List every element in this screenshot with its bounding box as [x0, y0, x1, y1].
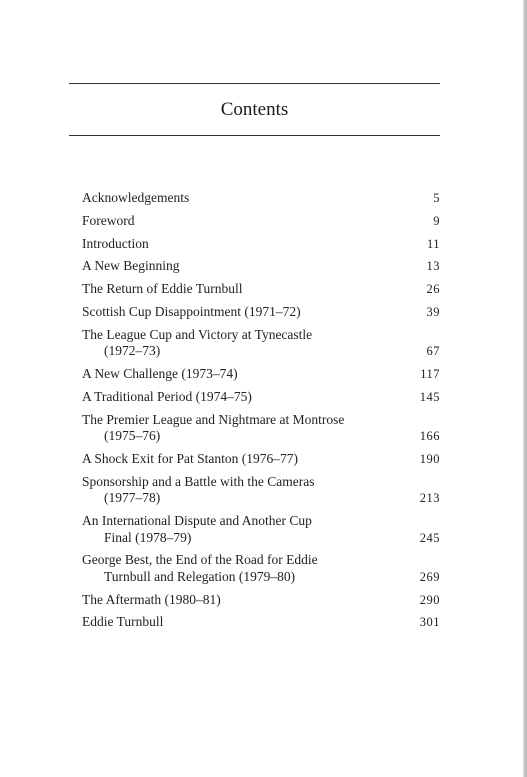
toc-entry — [82, 389, 440, 406]
toc-entry — [82, 281, 440, 298]
toc-entry-title: A Traditional Period (1974–75) — [82, 388, 252, 404]
toc-entry-title: Acknowledgements — [82, 190, 190, 205]
toc-entry-title: The League Cup and Victory at Tynecastle (1972–73) — [82, 326, 313, 359]
toc-entry-title: A New Challenge (1973–74) — [82, 366, 238, 382]
toc-entry — [82, 451, 440, 468]
toc-entry-title: George Best, the End of the Road for Eddie Turnbull and Relegation (1979–80) — [82, 552, 318, 584]
toc-entry-page: 9 — [433, 213, 440, 228]
toc-entry-title: Foreword — [82, 212, 135, 228]
top-rule — [69, 83, 440, 84]
toc-entry — [82, 236, 440, 253]
toc-entry-title: Eddie Turnbull — [82, 614, 164, 630]
toc-entry — [82, 474, 440, 507]
toc-entry-page: 269 — [419, 569, 440, 584]
toc-entry-page: 5 — [433, 191, 440, 205]
toc-entry-page: 67 — [426, 344, 440, 359]
toc-entry-page: 13 — [426, 259, 440, 274]
toc-entry-page: 39 — [426, 304, 440, 319]
page-edge-shadow — [523, 0, 527, 777]
toc-entry-page: 245 — [419, 530, 440, 545]
toc-entry — [82, 513, 440, 546]
toc-entry-page: 145 — [419, 389, 440, 404]
toc-entry — [82, 412, 440, 445]
toc-entry-title: An International Dispute and Another Cup Final (1978–79) — [82, 513, 312, 545]
table-of-contents — [82, 190, 440, 637]
toc-entry-title: The Return of Eddie Turnbull — [82, 281, 243, 297]
toc-entry — [82, 327, 440, 360]
toc-entry — [82, 258, 440, 275]
toc-entry-page: 190 — [419, 451, 440, 466]
toc-entry-title: A Shock Exit for Pat Stanton (1976–77) — [82, 450, 298, 466]
toc-entry-page: 26 — [426, 282, 440, 297]
toc-entry-page: 213 — [419, 491, 440, 506]
toc-entry-title: Scottish Cup Disappointment (1971–72) — [82, 303, 301, 319]
toc-entry — [82, 366, 440, 383]
toc-entry — [82, 614, 440, 631]
toc-entry-title: The Aftermath (1980–81) — [82, 591, 221, 607]
toc-entry — [82, 304, 440, 321]
toc-entry-title: The Premier League and Nightmare at Montrose (1975–76) — [82, 411, 345, 444]
toc-entry-page: 290 — [419, 592, 440, 607]
contents-heading: Contents — [220, 99, 289, 120]
toc-entry — [82, 592, 440, 609]
toc-entry-page: 166 — [419, 429, 440, 444]
toc-entry-title: A New Beginning — [82, 258, 180, 274]
toc-entry-page: 11 — [426, 236, 440, 251]
toc-entry — [82, 213, 440, 230]
toc-entry — [82, 552, 440, 585]
bottom-rule — [69, 135, 440, 136]
toc-entry-page: 301 — [419, 615, 440, 630]
toc-entry — [82, 190, 440, 207]
toc-entry-title: Sponsorship and a Battle with the Cameras (1977–78) — [82, 473, 315, 506]
toc-entry-title: Introduction — [82, 235, 149, 251]
toc-entry-page: 117 — [420, 367, 440, 382]
